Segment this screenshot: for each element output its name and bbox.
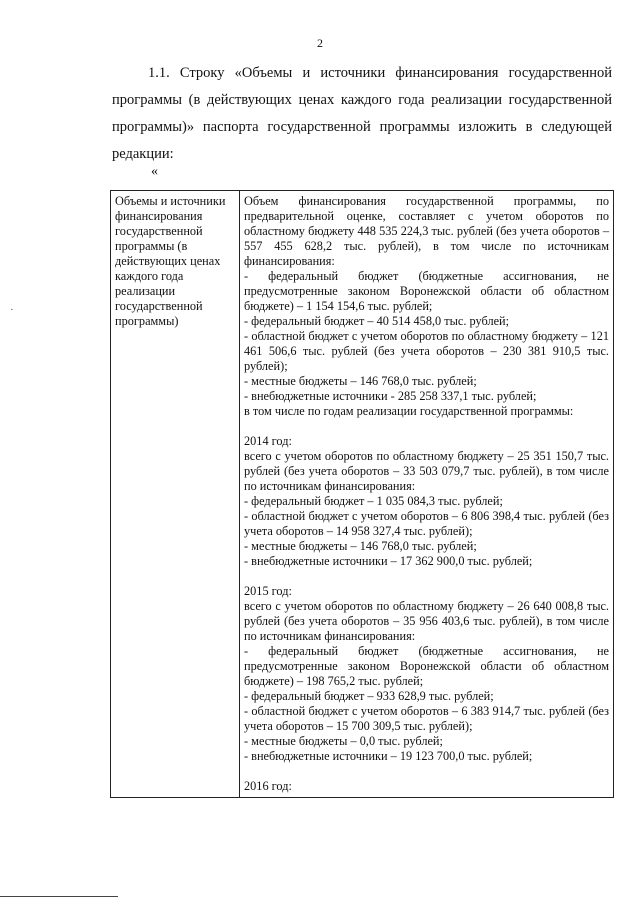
table-row bbox=[111, 191, 614, 798]
intro-paragraph bbox=[112, 60, 612, 168]
financing-line: - областной бюджет с учетом оборотов – 6 806 398,4 тыс. рублей (без учета оборотов – 14 958 327,4 тыс. рублей); bbox=[244, 509, 609, 538]
financing-line: - местные бюджеты – 0,0 тыс. рублей; bbox=[244, 734, 443, 748]
paragraph-gap bbox=[244, 569, 609, 584]
financing-line: - внебюджетные источники – 19 123 700,0 тыс. рублей; bbox=[244, 749, 533, 763]
financing-line: 2015 год: bbox=[244, 584, 292, 598]
margin-mark: · bbox=[10, 304, 14, 316]
financing-line: - федеральный бюджет – 40 514 458,0 тыс. рублей; bbox=[244, 314, 510, 328]
financing-line: - внебюджетные источники – 17 362 900,0 тыс. рублей; bbox=[244, 554, 533, 568]
financing-line: - местные бюджеты – 146 768,0 тыс. рублей; bbox=[244, 374, 477, 388]
financing-line: - областной бюджет с учетом оборотов – 6 383 914,7 тыс. рублей (без учета оборотов – 15 700 309,5 тыс. рублей); bbox=[244, 704, 609, 733]
financing-line: всего с учетом оборотов по областному бюджету – 26 640 008,8 тыс. рублей (без учета оборотов – 35 956 403,6 тыс. рублей), в том числе по источникам финансирования: bbox=[244, 599, 609, 643]
financing-line: в том числе по годам реализации государственной программы: bbox=[244, 404, 574, 418]
financing-line: - федеральный бюджет (бюджетные ассигнования, не предусмотренные законом Воронежской области об областном бюджете) – 198 765,2 тыс. рублей; bbox=[244, 644, 609, 688]
row-content-cell bbox=[240, 191, 614, 798]
page-number: 2 bbox=[317, 36, 323, 50]
financing-line: - федеральный бюджет (бюджетные ассигнования, не предусмотренные законом Воронежской области об областном бюджете) – 1 154 154,6 тыс. рублей; bbox=[244, 269, 609, 313]
paragraph-gap bbox=[244, 419, 609, 434]
financing-line: 2014 год: bbox=[244, 434, 292, 448]
paragraph-gap bbox=[244, 764, 609, 779]
financing-line: Объем финансирования государственной программы, по предварительной оценке, составляет с учетом оборотов по областному бюджету 448 535 224,3 тыс. рублей (без учета оборотов – 557 455 628,2 тыс. рублей), в том числе по источникам финансирования: bbox=[244, 194, 609, 268]
passport-table bbox=[110, 190, 614, 798]
intro-text: 1.1. Строку «Объемы и источники финансирования государственной программы (в действующих ценах каждого года реализации государственной программы)» паспорта государственной программы изложить в следующей редакции: bbox=[112, 65, 612, 162]
opening-quote-mark: « bbox=[151, 164, 158, 179]
financing-line: 2016 год: bbox=[244, 779, 292, 793]
financing-line: - внебюджетные источники - 285 258 337,1 тыс. рублей; bbox=[244, 389, 537, 403]
financing-line: - местные бюджеты – 146 768,0 тыс. рублей; bbox=[244, 539, 477, 553]
footnote-divider bbox=[0, 896, 118, 897]
financing-line: - областной бюджет с учетом оборотов по областному бюджету – 121 461 506,6 тыс. рублей (без учета оборотов – 230 381 910,5 тыс. рублей); bbox=[244, 329, 609, 373]
row-label-cell: Объемы и источники финансирования государственной программы (в действующих ценах каждого года реализации государственной программы) bbox=[111, 191, 240, 798]
financing-line: - федеральный бюджет – 933 628,9 тыс. рублей; bbox=[244, 689, 494, 703]
financing-line: - федеральный бюджет – 1 035 084,3 тыс. рублей; bbox=[244, 494, 503, 508]
financing-line: всего с учетом оборотов по областному бюджету – 25 351 150,7 тыс. рублей (без учета оборотов – 33 503 079,7 тыс. рублей), в том числе по источникам финансирования: bbox=[244, 449, 609, 493]
financing-details bbox=[244, 194, 609, 794]
